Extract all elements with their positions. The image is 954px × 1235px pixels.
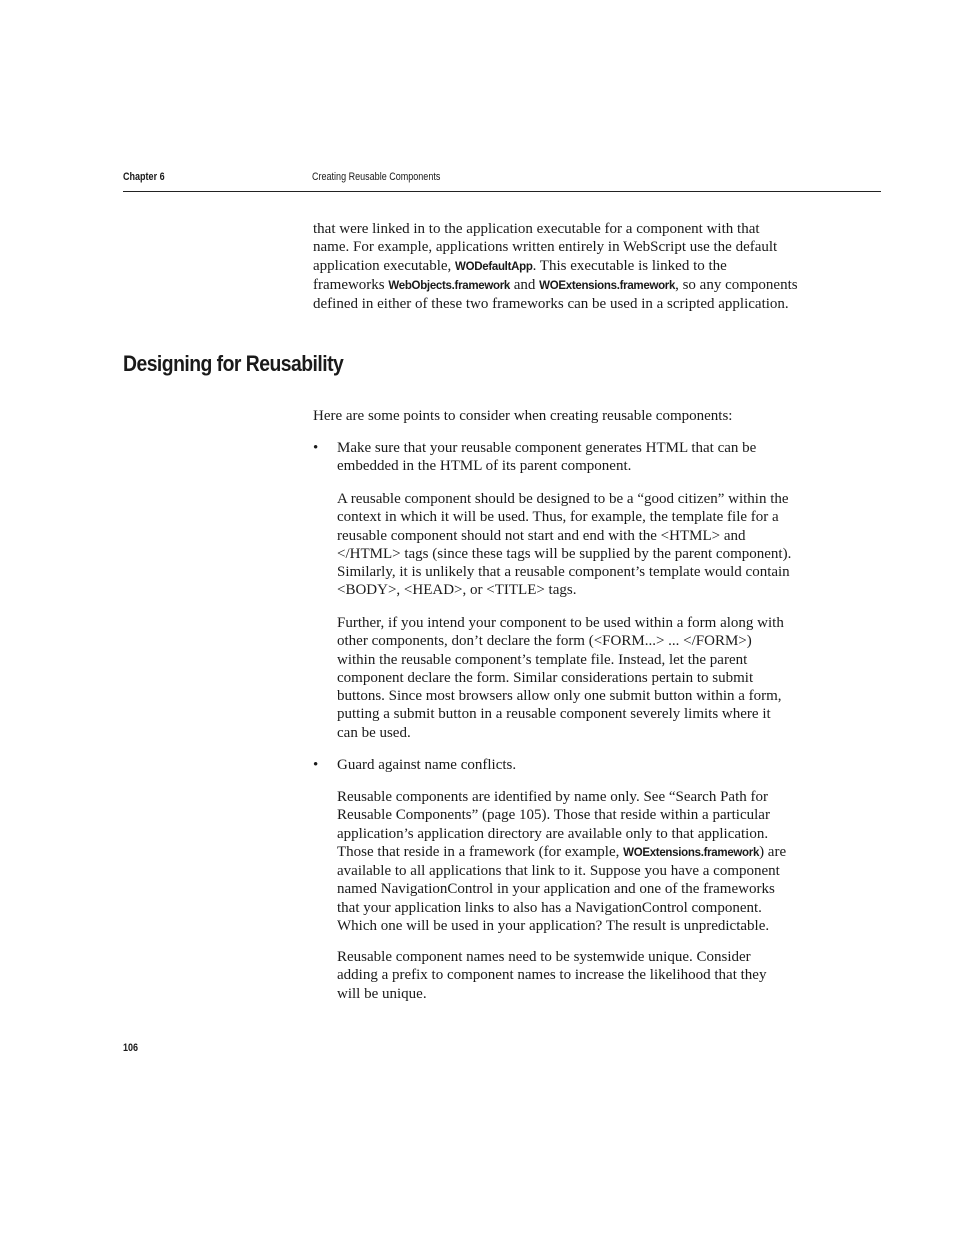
code-term: WODefaultApp	[455, 260, 533, 273]
page-number: 106	[123, 1042, 139, 1054]
chapter-title: Creating Reusable Components	[312, 171, 441, 183]
code-term: WOExtensions.framework	[623, 846, 760, 859]
bullet-marker: •	[313, 440, 319, 456]
bullet-title: Make sure that your reusable component generates HTML that can be embedded in the HTML of its parent component.	[337, 440, 757, 475]
code-term: WebObjects.framework	[388, 279, 510, 292]
section-heading: Designing for Reusability	[123, 351, 344, 376]
body-text: ) are available to all applications that link to it. Suppose you have a component named NavigationControl in your application and one of the frameworks that your application links to also has a NavigationControl component. Which one will be used in your application? The result is unpredictable.	[337, 843, 787, 935]
running-header	[123, 171, 881, 192]
body-paragraph: A reusable component should be designed to be a “good citizen” within the context in which it will be used. Thus, for example, the template file for a reusable component should not start and end with the <HTML> and </HTML> tags (since these tags will be supplied by the parent component). Similarly, it is unlikely that a reusable component’s template would contain <BODY>, <HEAD>, or <TITLE> tags.	[337, 491, 792, 599]
body-paragraph: Reusable component names need to be systemwide unique. Consider adding a prefix to component names to increase the likelihood that they will be unique.	[337, 949, 767, 1002]
intro-text: that were linked in to the application executable for a component with that name. For example, applications written entirely in WebScript use the default application executable,	[313, 221, 778, 274]
chapter-label: Chapter 6	[123, 171, 165, 183]
body-text: Reusable components are identified by name only. See “Search Path for Reusable Components” (page 105). Those that reside within a particular application’s application directory are available only to that application. Those that reside in a framework (for example,	[337, 789, 770, 860]
lead-paragraph: Here are some points to consider when creating reusable components:	[313, 408, 733, 424]
intro-text: , so any components defined in either of these two frameworks can be used in a scripted application.	[313, 276, 798, 313]
body-paragraph	[337, 788, 793, 935]
intro-text: . This executable is linked to the frameworks	[313, 257, 727, 293]
intro-paragraph	[313, 220, 798, 313]
bullet-marker: •	[313, 757, 319, 773]
bullet-title: Guard against name conflicts.	[337, 757, 517, 773]
code-term: WOExtensions.framework	[539, 279, 676, 292]
body-paragraph: Further, if you intend your component to be used within a form along with other components, don’t declare the form (<FORM...> ... </FORM>) within the reusable component’s template file. Instead, let the parent component declare the form. Similar considerations pertain to submit buttons. Since most browsers allow only one submit button within a form, putting a submit button in a reusable component severely limits where it can be used.	[337, 615, 784, 741]
intro-text: and	[510, 276, 540, 293]
